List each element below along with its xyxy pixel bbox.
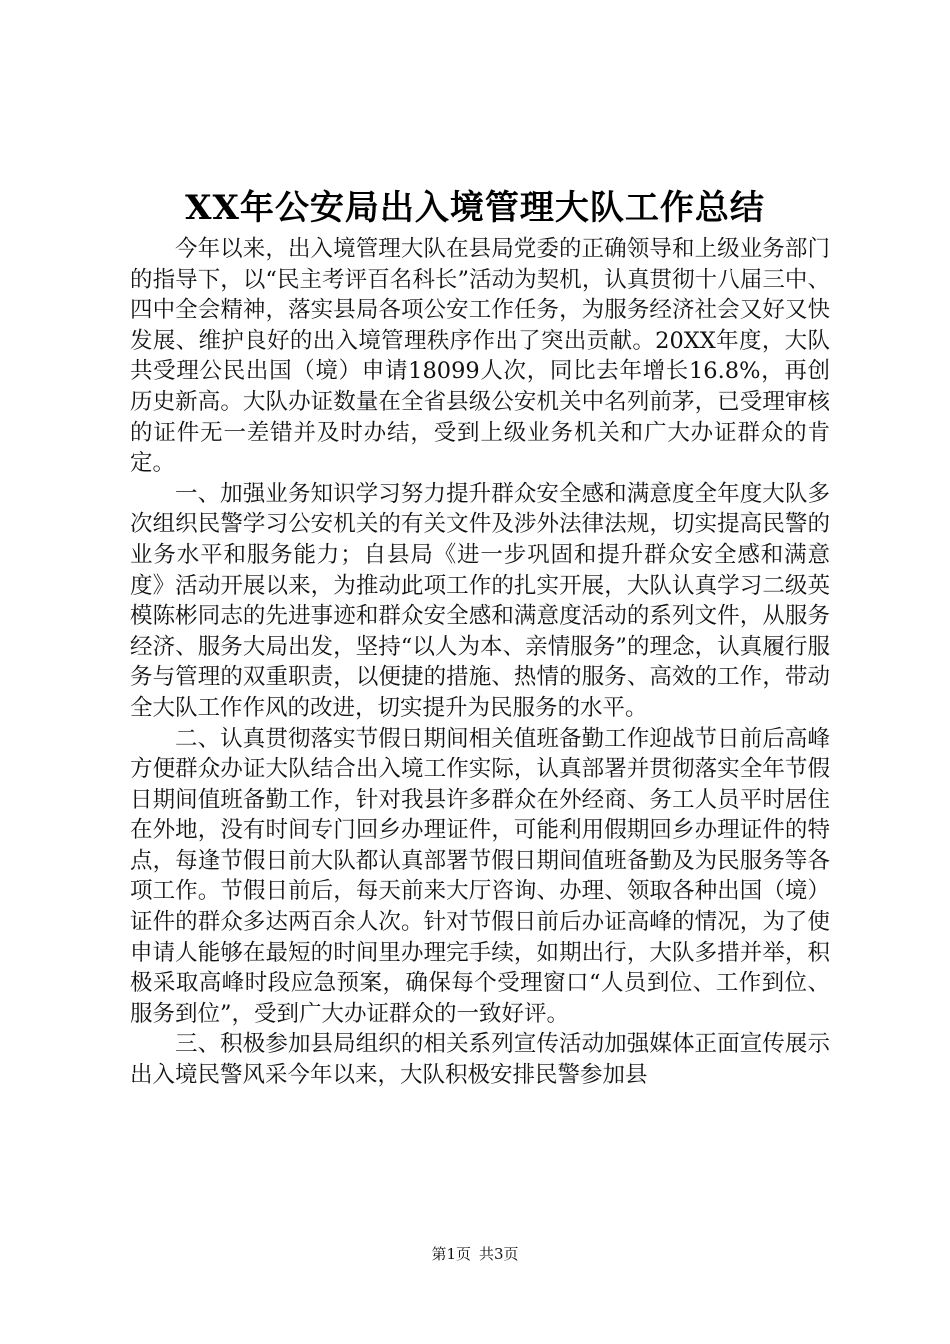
page-footer [0,1244,950,1264]
document-body [130,234,830,1091]
page-total: 共3页 [479,1245,519,1263]
page-number: 第1页 [431,1245,471,1263]
document-title: XX年公安局出入境管理大队工作总结 [185,188,765,228]
paragraph-section-2: 二、认真贯彻落实节假日期间相关值班备勤工作迎战节日前后高峰方便群众办证大队结合出入境工作实际，认真部署并贯彻落实全年节假日期间值班备勤工作，针对我县许多群众在外经商、务工人员平时居住在外地，没有时间专门回乡办理证件，可能利用假期回乡办理证件的特点，每逢节假日前大队都认真部署节假日期间值班备勤及为民服务等各项工作。节假日前后，每天前来大厅咨询、办理、领取各种出国（境）证件的群众多达两百余人次。针对节假日前后办证高峰的情况，为了使申请人能够在最短的时间里办理完手续，如期出行，大队多措并举，积极采取高峰时段应急预案，确保每个受理窗口“人员到位、工作到位、服务到位”，受到广大办证群众的一致好评。 [130,725,830,1027]
paragraph-section-3: 三、积极参加县局组织的相关系列宣传活动加强媒体正面宣传展示出入境民警风采今年以来，大队积极安排民警参加县 [130,1031,830,1089]
paragraph-intro: 今年以来，出入境管理大队在县局党委的正确领导和上级业务部门的指导下，以“民主考评百名科长”活动为契机，认真贯彻十八届三中、四中全会精神，落实县局各项公安工作任务，为服务经济社会又好又快发展、维护良好的出入境管理秩序作出了突出贡献。20XX年度，大队共受理公民出国（境）申请18099人次，同比去年增长16.8%，再创历史新高。大队办证数量在全省县级公安机关中名列前茅，已受理审核的证件无一差错并及时办结，受到上级业务机关和广大办证群众的肯定。 [130,236,830,477]
paragraph-section-1: 一、加强业务知识学习努力提升群众安全感和满意度全年度大队多次组织民警学习公安机关的有关文件及涉外法律法规，切实提高民警的业务水平和服务能力；自县局《进一步巩固和提升群众安全感和满意度》活动开展以来，为推动此项工作的扎实开展，大队认真学习二级英模陈彬同志的先进事迹和群众安全感和满意度活动的系列文件，从服务经济、服务大局出发，坚持“以人为本、亲情服务”的理念，认真履行服务与管理的双重职责，以便捷的措施、热情的服务、高效的工作，带动全大队工作作风的改进，切实提升为民服务的水平。 [130,480,830,721]
